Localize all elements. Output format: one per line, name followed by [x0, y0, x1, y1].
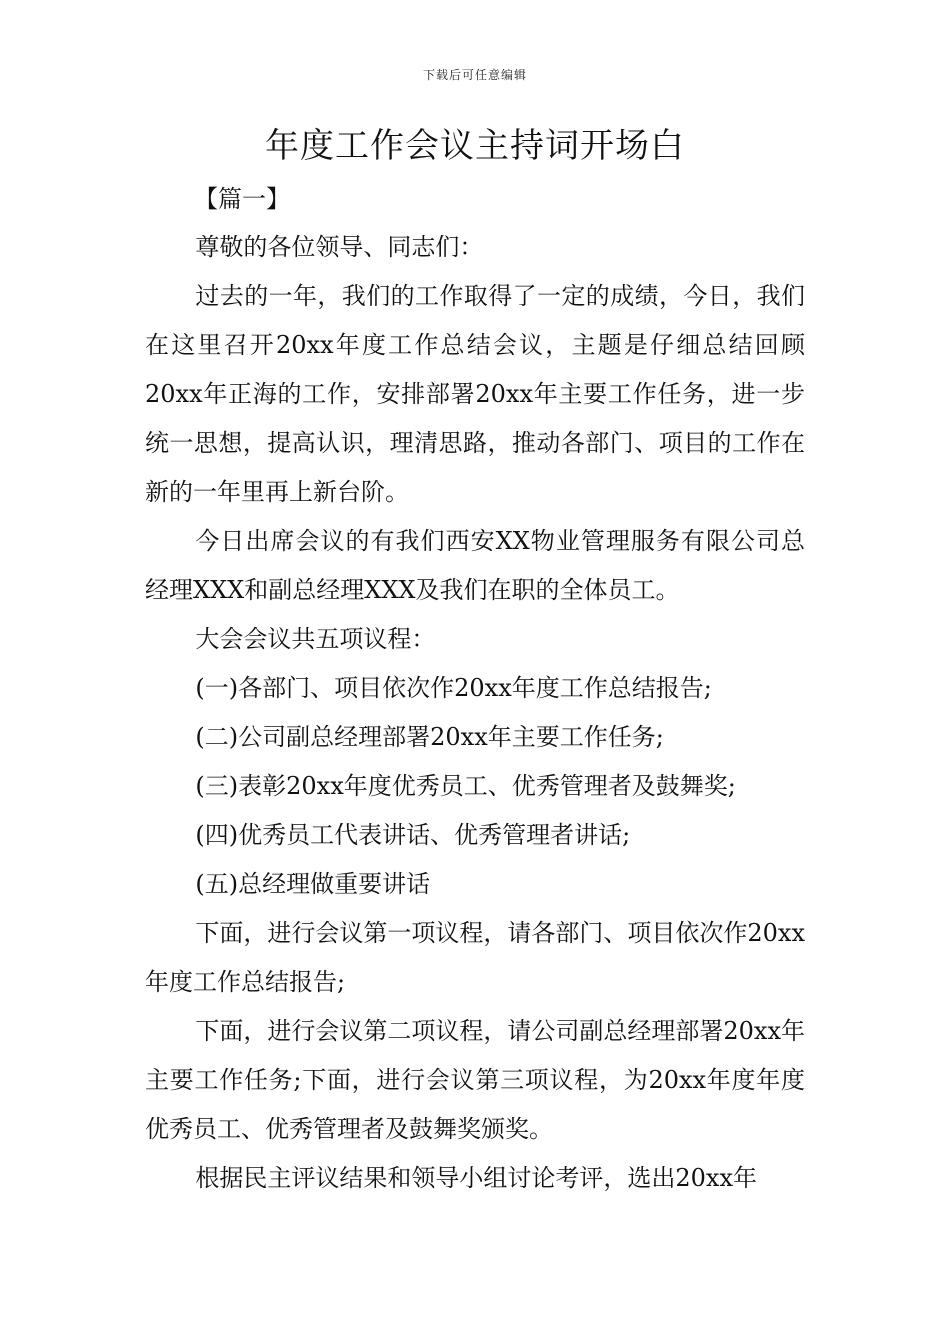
agenda-item: (二)公司副总经理部署20xx年主要工作任务; — [195, 723, 664, 751]
agenda-item: (五)总经理做重要讲话 — [195, 870, 431, 898]
header-note: 下载后可任意编辑 — [422, 68, 527, 82]
paragraph-agenda-intro: 大会会议共五项议程： — [195, 625, 436, 653]
paragraph: 过去的一年，我们的工作取得了一定的成绩，今日，我们在这里召开20xx年度工作总结会议，主题是仔细总结回顾20xx年正海的工作，安排部署20xx年主要工作任务，进一步统一思想，提高认识，理清思路，推动各部门、项目的工作在新的一年里再上新台阶。 — [145, 282, 805, 506]
document-body — [145, 223, 805, 1203]
paragraph: 下面，进行会议第一项议程，请各部门、项目依次作20xx年度工作总结报告; — [145, 919, 805, 996]
agenda-item: (三)表彰20xx年度优秀员工、优秀管理者及鼓舞奖; — [195, 772, 736, 800]
agenda-item: (四)优秀员工代表讲话、优秀管理者讲话; — [195, 821, 631, 849]
paragraph: 今日出席会议的有我们西安XX物业管理服务有限公司总经理XXX和副总经理XXX及我们在职的全体员工。 — [145, 527, 805, 604]
paragraph: 下面，进行会议第二项议程，请公司副总经理部署20xx年主要工作任务;下面，进行会议第三项议程，为20xx年度年度优秀员工、优秀管理者及鼓舞奖颁奖。 — [145, 1017, 805, 1143]
section-label: 【篇一】 — [194, 185, 290, 213]
paragraph: 根据民主评议结果和领导小组讨论考评，选出20xx年 — [195, 1164, 757, 1192]
paragraph-greeting: 尊敬的各位领导、同志们： — [195, 233, 484, 261]
document-title: 年度工作会议主持词开场白 — [265, 126, 685, 166]
agenda-item: (一)各部门、项目依次作20xx年度工作总结报告; — [195, 674, 712, 702]
